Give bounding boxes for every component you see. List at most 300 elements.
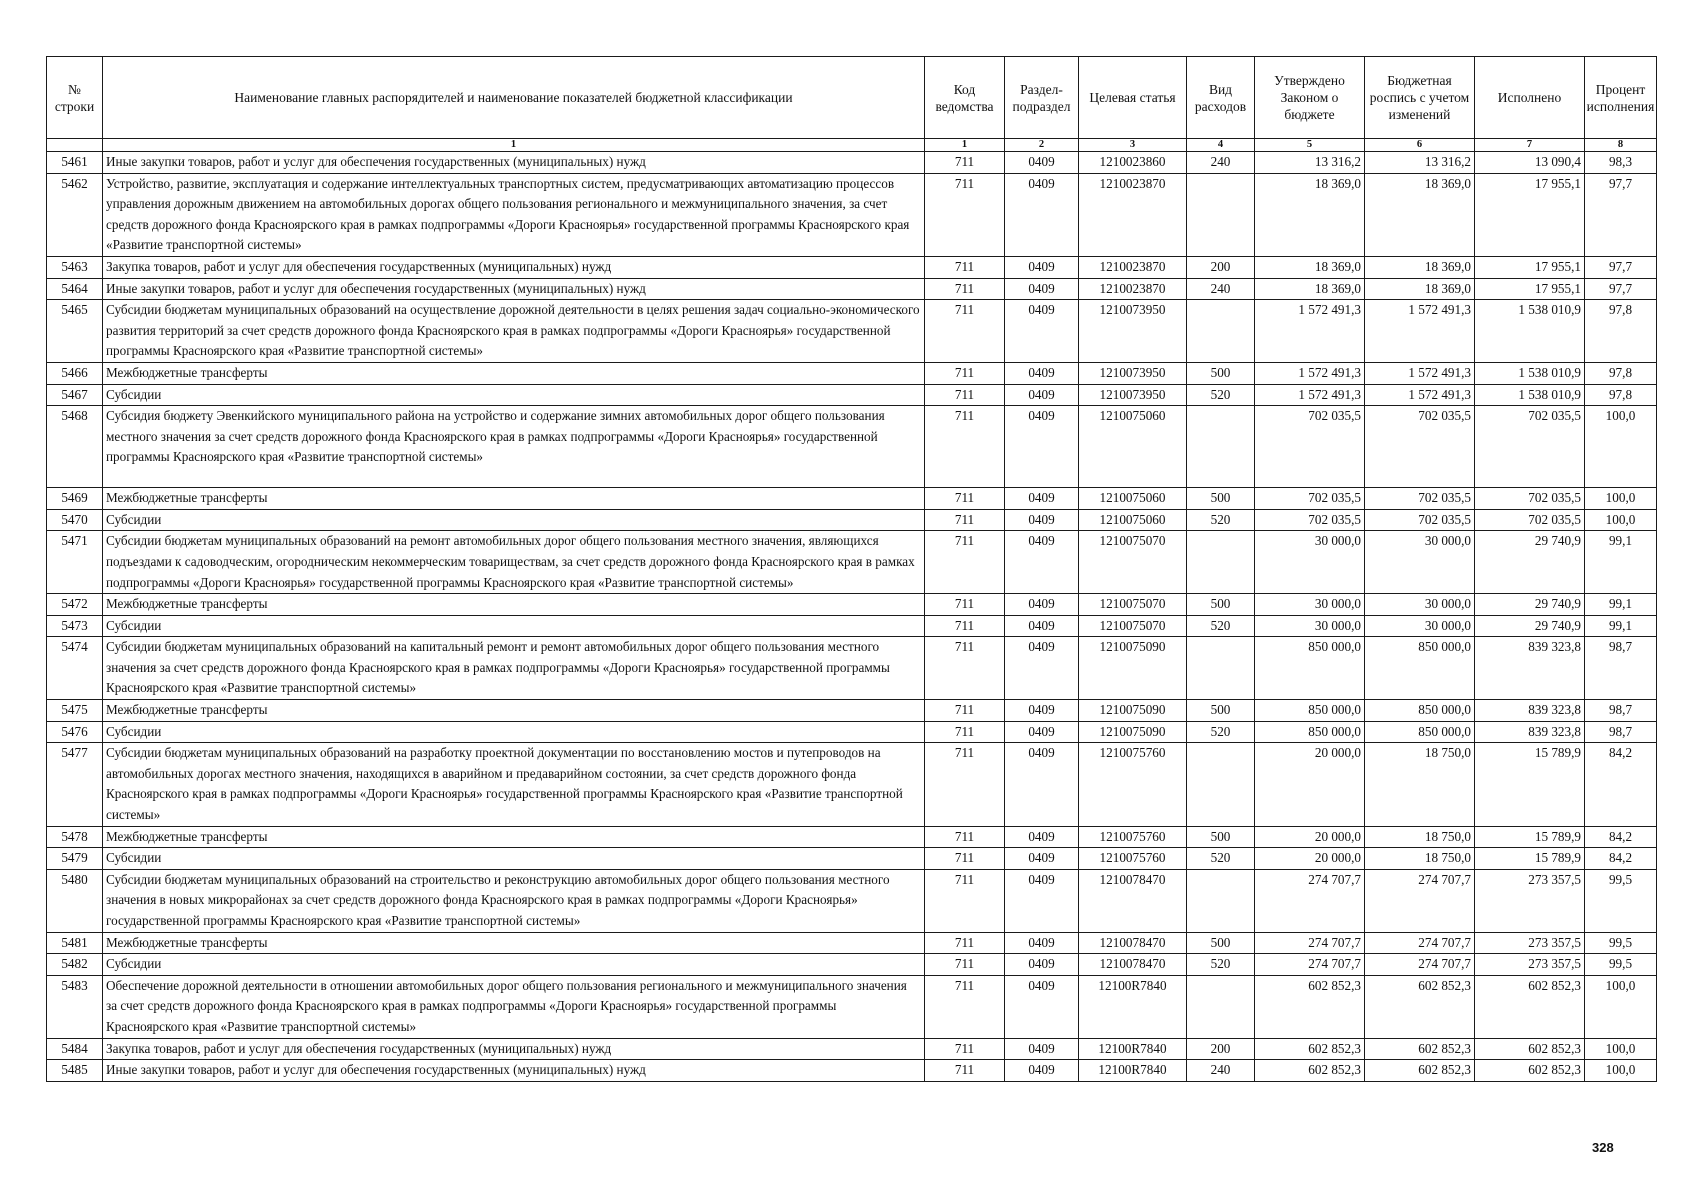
table-row xyxy=(47,932,1657,954)
row-name-cell: Субсидии xyxy=(103,384,925,406)
dept-code-cell: 711 xyxy=(925,869,1005,932)
percent-cell: 97,7 xyxy=(1585,256,1657,278)
row-number-cell: 5476 xyxy=(47,721,103,743)
executed-cell: 702 035,5 xyxy=(1475,509,1585,531)
row-name-cell: Субсидии xyxy=(103,848,925,870)
target-cell: 12100R7840 xyxy=(1079,1038,1187,1060)
section-cell: 0409 xyxy=(1005,1060,1079,1082)
header-expense-type: Вид расходов xyxy=(1187,57,1255,139)
executed-cell: 273 357,5 xyxy=(1475,954,1585,976)
row-number-cell: 5481 xyxy=(47,932,103,954)
section-cell: 0409 xyxy=(1005,848,1079,870)
budget-list-cell: 18 369,0 xyxy=(1365,278,1475,300)
target-cell: 1210023860 xyxy=(1079,152,1187,174)
percent-cell: 84,2 xyxy=(1585,848,1657,870)
expense-type-cell: 240 xyxy=(1187,1060,1255,1082)
executed-cell: 29 740,9 xyxy=(1475,531,1585,594)
target-cell: 1210073950 xyxy=(1079,384,1187,406)
percent-cell: 98,7 xyxy=(1585,721,1657,743)
row-number-cell: 5477 xyxy=(47,743,103,826)
row-name-cell: Субсидии бюджетам муниципальных образований на разработку проектной документации по восстановлению мостов и путепроводов на автомобильных дорогах местного значения, находящихся в аварийном и предаварийном состоянии, за счет средств дорожного фонда Красноярского края в рамках подпрограммы «Дороги Красноярья» государственной программы Красноярского края «Развитие транспортной системы» xyxy=(103,743,925,826)
section-cell: 0409 xyxy=(1005,362,1079,384)
percent-cell: 98,7 xyxy=(1585,637,1657,700)
header-name: Наименование главных распорядителей и наименование показателей бюджетной классификации xyxy=(103,57,925,139)
row-name-cell: Обеспечение дорожной деятельности в отношении автомобильных дорог общего пользования регионального и межмуниципального значения за счет средств дорожного фонда Красноярского края в рамках подпрограммы «Дороги Красноярья» государственной программы Красноярского края «Развитие транспортной системы» xyxy=(103,975,925,1038)
section-cell: 0409 xyxy=(1005,1038,1079,1060)
budget-list-cell: 1 572 491,3 xyxy=(1365,384,1475,406)
dept-code-cell: 711 xyxy=(925,1038,1005,1060)
row-name-cell: Закупка товаров, работ и услуг для обеспечения государственных (муниципальных) нужд xyxy=(103,1038,925,1060)
table-row xyxy=(47,615,1657,637)
approved-cell: 30 000,0 xyxy=(1255,531,1365,594)
budget-list-cell: 602 852,3 xyxy=(1365,975,1475,1038)
row-number-cell: 5470 xyxy=(47,509,103,531)
row-name-cell: Межбюджетные трансферты xyxy=(103,826,925,848)
dept-code-cell: 711 xyxy=(925,300,1005,363)
row-number-cell: 5478 xyxy=(47,826,103,848)
budget-list-cell: 602 852,3 xyxy=(1365,1060,1475,1082)
approved-cell: 702 035,5 xyxy=(1255,509,1365,531)
approved-cell: 702 035,5 xyxy=(1255,406,1365,488)
expense-type-cell: 520 xyxy=(1187,721,1255,743)
header-budget-list: Бюджетная роспись с учетом изменений xyxy=(1365,57,1475,139)
row-number-cell: 5464 xyxy=(47,278,103,300)
row-number-cell: 5469 xyxy=(47,488,103,510)
dept-code-cell: 711 xyxy=(925,594,1005,616)
header-section: Раздел-подраздел xyxy=(1005,57,1079,139)
row-name-cell: Межбюджетные трансферты xyxy=(103,700,925,722)
row-number-cell: 5474 xyxy=(47,637,103,700)
row-number-cell: 5461 xyxy=(47,152,103,174)
dept-code-cell: 711 xyxy=(925,615,1005,637)
budget-list-cell: 1 572 491,3 xyxy=(1365,362,1475,384)
row-name-cell: Иные закупки товаров, работ и услуг для обеспечения государственных (муниципальных) нужд xyxy=(103,1060,925,1082)
expense-type-cell: 520 xyxy=(1187,384,1255,406)
budget-list-cell: 850 000,0 xyxy=(1365,637,1475,700)
executed-cell: 13 090,4 xyxy=(1475,152,1585,174)
dept-code-cell: 711 xyxy=(925,826,1005,848)
executed-cell: 17 955,1 xyxy=(1475,278,1585,300)
approved-cell: 1 572 491,3 xyxy=(1255,362,1365,384)
table-row xyxy=(47,743,1657,826)
percent-cell: 99,1 xyxy=(1585,615,1657,637)
expense-type-cell: 500 xyxy=(1187,932,1255,954)
executed-cell: 702 035,5 xyxy=(1475,406,1585,488)
dept-code-cell: 711 xyxy=(925,954,1005,976)
section-cell: 0409 xyxy=(1005,594,1079,616)
table-row xyxy=(47,152,1657,174)
dept-code-cell: 711 xyxy=(925,152,1005,174)
column-number: 2 xyxy=(1005,139,1079,152)
percent-cell: 99,5 xyxy=(1585,932,1657,954)
column-number xyxy=(47,139,103,152)
dept-code-cell: 711 xyxy=(925,743,1005,826)
row-name-cell: Субсидии бюджетам муниципальных образований на строительство и реконструкцию автомобильных дорог общего пользования местного значения в новых микрорайонах за счет средств дорожного фонда Красноярского края в рамках подпрограммы «Дороги Красноярья» государственной программы Красноярского края «Развитие транспортной системы» xyxy=(103,869,925,932)
table-row xyxy=(47,975,1657,1038)
target-cell: 1210075090 xyxy=(1079,700,1187,722)
expense-type-cell xyxy=(1187,406,1255,488)
table-row xyxy=(47,594,1657,616)
budget-list-cell: 850 000,0 xyxy=(1365,700,1475,722)
executed-cell: 839 323,8 xyxy=(1475,700,1585,722)
table-row xyxy=(47,826,1657,848)
row-number-cell: 5482 xyxy=(47,954,103,976)
executed-cell: 602 852,3 xyxy=(1475,1060,1585,1082)
dept-code-cell: 711 xyxy=(925,362,1005,384)
percent-cell: 100,0 xyxy=(1585,1038,1657,1060)
page-number: 328 xyxy=(1592,1140,1614,1155)
target-cell: 1210075070 xyxy=(1079,531,1187,594)
approved-cell: 20 000,0 xyxy=(1255,826,1365,848)
row-number-cell: 5468 xyxy=(47,406,103,488)
approved-cell: 602 852,3 xyxy=(1255,1060,1365,1082)
dept-code-cell: 711 xyxy=(925,848,1005,870)
expense-type-cell: 500 xyxy=(1187,488,1255,510)
expense-type-cell: 520 xyxy=(1187,848,1255,870)
budget-list-cell: 1 572 491,3 xyxy=(1365,300,1475,363)
section-cell: 0409 xyxy=(1005,954,1079,976)
executed-cell: 839 323,8 xyxy=(1475,637,1585,700)
executed-cell: 273 357,5 xyxy=(1475,932,1585,954)
row-number-cell: 5485 xyxy=(47,1060,103,1082)
expense-type-cell: 520 xyxy=(1187,509,1255,531)
target-cell: 1210078470 xyxy=(1079,869,1187,932)
approved-cell: 1 572 491,3 xyxy=(1255,300,1365,363)
row-number-cell: 5475 xyxy=(47,700,103,722)
budget-list-cell: 274 707,7 xyxy=(1365,932,1475,954)
column-number: 5 xyxy=(1255,139,1365,152)
expense-type-cell: 200 xyxy=(1187,1038,1255,1060)
budget-table xyxy=(46,56,1657,1082)
section-cell: 0409 xyxy=(1005,509,1079,531)
expense-type-cell xyxy=(1187,173,1255,256)
table-row xyxy=(47,406,1657,488)
row-name-cell: Субсидии бюджетам муниципальных образований на капитальный ремонт и ремонт автомобильных дорог общего пользования местного значения за счет средств дорожного фонда Красноярского края в рамках подпрограммы «Дороги Красноярья» государственной программы Красноярского края «Развитие транспортной системы» xyxy=(103,637,925,700)
dept-code-cell: 711 xyxy=(925,1060,1005,1082)
approved-cell: 18 369,0 xyxy=(1255,173,1365,256)
approved-cell: 850 000,0 xyxy=(1255,637,1365,700)
budget-list-cell: 602 852,3 xyxy=(1365,1038,1475,1060)
row-number-cell: 5467 xyxy=(47,384,103,406)
section-cell: 0409 xyxy=(1005,256,1079,278)
executed-cell: 17 955,1 xyxy=(1475,256,1585,278)
approved-cell: 274 707,7 xyxy=(1255,869,1365,932)
column-number: 4 xyxy=(1187,139,1255,152)
row-name-cell: Субсидии xyxy=(103,954,925,976)
section-cell: 0409 xyxy=(1005,152,1079,174)
row-number-cell: 5483 xyxy=(47,975,103,1038)
row-name-cell: Межбюджетные трансферты xyxy=(103,594,925,616)
row-number-cell: 5463 xyxy=(47,256,103,278)
row-number-cell: 5466 xyxy=(47,362,103,384)
table-row xyxy=(47,173,1657,256)
target-cell: 1210075060 xyxy=(1079,488,1187,510)
budget-list-cell: 30 000,0 xyxy=(1365,615,1475,637)
table-row xyxy=(47,869,1657,932)
section-cell: 0409 xyxy=(1005,721,1079,743)
table-row xyxy=(47,531,1657,594)
table-row xyxy=(47,721,1657,743)
percent-cell: 99,1 xyxy=(1585,594,1657,616)
section-cell: 0409 xyxy=(1005,173,1079,256)
dept-code-cell: 711 xyxy=(925,932,1005,954)
dept-code-cell: 711 xyxy=(925,488,1005,510)
table-row xyxy=(47,300,1657,363)
expense-type-cell xyxy=(1187,300,1255,363)
header-executed: Исполнено xyxy=(1475,57,1585,139)
table-body xyxy=(47,152,1657,1082)
executed-cell: 702 035,5 xyxy=(1475,488,1585,510)
section-cell: 0409 xyxy=(1005,700,1079,722)
approved-cell: 1 572 491,3 xyxy=(1255,384,1365,406)
budget-list-cell: 18 750,0 xyxy=(1365,826,1475,848)
approved-cell: 30 000,0 xyxy=(1255,615,1365,637)
budget-list-cell: 702 035,5 xyxy=(1365,509,1475,531)
approved-cell: 20 000,0 xyxy=(1255,848,1365,870)
percent-cell: 97,8 xyxy=(1585,300,1657,363)
approved-cell: 18 369,0 xyxy=(1255,278,1365,300)
percent-cell: 99,5 xyxy=(1585,869,1657,932)
budget-list-cell: 274 707,7 xyxy=(1365,869,1475,932)
section-cell: 0409 xyxy=(1005,384,1079,406)
percent-cell: 84,2 xyxy=(1585,826,1657,848)
table-row xyxy=(47,1060,1657,1082)
executed-cell: 29 740,9 xyxy=(1475,615,1585,637)
row-number-cell: 5472 xyxy=(47,594,103,616)
percent-cell: 100,0 xyxy=(1585,406,1657,488)
row-name-cell: Межбюджетные трансферты xyxy=(103,932,925,954)
table-row xyxy=(47,1038,1657,1060)
percent-cell: 97,8 xyxy=(1585,362,1657,384)
section-cell: 0409 xyxy=(1005,615,1079,637)
target-cell: 12100R7840 xyxy=(1079,1060,1187,1082)
approved-cell: 274 707,7 xyxy=(1255,932,1365,954)
target-cell: 1210023870 xyxy=(1079,256,1187,278)
row-name-cell: Устройство, развитие, эксплуатация и содержание интеллектуальных транспортных систем, предусматривающих автоматизацию процессов управления дорожным движением на автомобильных дорогах общего пользования регионального и межмуниципального значения, за счет средств дорожного фонда Красноярского края в рамках подпрограммы «Дороги Красноярья» государственной программы Красноярского края «Развитие транспортной системы» xyxy=(103,173,925,256)
row-name-cell: Субсидии бюджетам муниципальных образований на осуществление дорожной деятельности в целях решения задач социально-экономического развития территорий за счет средств дорожного фонда Красноярского края в рамках подпрограммы «Дороги Красноярья» государственной программы Красноярского края «Развитие транспортной системы» xyxy=(103,300,925,363)
budget-list-cell: 13 316,2 xyxy=(1365,152,1475,174)
section-cell: 0409 xyxy=(1005,406,1079,488)
expense-type-cell: 500 xyxy=(1187,362,1255,384)
section-cell: 0409 xyxy=(1005,637,1079,700)
target-cell: 1210075090 xyxy=(1079,721,1187,743)
executed-cell: 15 789,9 xyxy=(1475,848,1585,870)
column-number-row xyxy=(47,139,1657,152)
approved-cell: 20 000,0 xyxy=(1255,743,1365,826)
budget-list-cell: 18 750,0 xyxy=(1365,743,1475,826)
row-number-cell: 5473 xyxy=(47,615,103,637)
column-number: 6 xyxy=(1365,139,1475,152)
expense-type-cell: 500 xyxy=(1187,700,1255,722)
approved-cell: 30 000,0 xyxy=(1255,594,1365,616)
target-cell: 1210023870 xyxy=(1079,173,1187,256)
target-cell: 1210075760 xyxy=(1079,826,1187,848)
section-cell: 0409 xyxy=(1005,975,1079,1038)
target-cell: 12100R7840 xyxy=(1079,975,1187,1038)
column-number: 1 xyxy=(925,139,1005,152)
target-cell: 1210023870 xyxy=(1079,278,1187,300)
budget-list-cell: 702 035,5 xyxy=(1365,406,1475,488)
target-cell: 1210075760 xyxy=(1079,848,1187,870)
column-number: 3 xyxy=(1079,139,1187,152)
section-cell: 0409 xyxy=(1005,488,1079,510)
row-name-cell: Субсидии бюджетам муниципальных образований на ремонт автомобильных дорог общего пользования местного значения, являющихся подъездами к садоводческим, огородническим некоммерческим товариществам, за счет средств дорожного фонда Красноярского края в рамках подпрограммы «Дороги Красноярья» государственной программы Красноярского края «Развитие транспортной системы» xyxy=(103,531,925,594)
dept-code-cell: 711 xyxy=(925,531,1005,594)
percent-cell: 98,3 xyxy=(1585,152,1657,174)
table-row xyxy=(47,488,1657,510)
expense-type-cell: 240 xyxy=(1187,152,1255,174)
executed-cell: 602 852,3 xyxy=(1475,1038,1585,1060)
table-row xyxy=(47,509,1657,531)
target-cell: 1210073950 xyxy=(1079,300,1187,363)
budget-list-cell: 30 000,0 xyxy=(1365,594,1475,616)
percent-cell: 100,0 xyxy=(1585,509,1657,531)
expense-type-cell xyxy=(1187,869,1255,932)
approved-cell: 18 369,0 xyxy=(1255,256,1365,278)
percent-cell: 99,5 xyxy=(1585,954,1657,976)
dept-code-cell: 711 xyxy=(925,700,1005,722)
dept-code-cell: 711 xyxy=(925,256,1005,278)
target-cell: 1210073950 xyxy=(1079,362,1187,384)
executed-cell: 273 357,5 xyxy=(1475,869,1585,932)
row-name-cell: Субсидия бюджету Эвенкийского муниципального района на устройство и содержание зимних автомобильных дорог общего пользования местного значения за счет средств дорожного фонда Красноярского края в рамках подпрограммы «Дороги Красноярья» государственной программы Красноярского края «Развитие транспортной системы» xyxy=(103,406,925,488)
table-row xyxy=(47,637,1657,700)
header-target: Целевая статья xyxy=(1079,57,1187,139)
target-cell: 1210078470 xyxy=(1079,954,1187,976)
header-percent: Процент исполнения xyxy=(1585,57,1657,139)
dept-code-cell: 711 xyxy=(925,406,1005,488)
row-number-cell: 5484 xyxy=(47,1038,103,1060)
dept-code-cell: 711 xyxy=(925,721,1005,743)
target-cell: 1210075090 xyxy=(1079,637,1187,700)
approved-cell: 850 000,0 xyxy=(1255,700,1365,722)
header-approved: Утверждено Законом о бюджете xyxy=(1255,57,1365,139)
row-name-cell: Межбюджетные трансферты xyxy=(103,362,925,384)
budget-list-cell: 702 035,5 xyxy=(1365,488,1475,510)
row-name-cell: Субсидии xyxy=(103,509,925,531)
budget-list-cell: 18 750,0 xyxy=(1365,848,1475,870)
table-row xyxy=(47,362,1657,384)
expense-type-cell: 520 xyxy=(1187,954,1255,976)
approved-cell: 850 000,0 xyxy=(1255,721,1365,743)
executed-cell: 29 740,9 xyxy=(1475,594,1585,616)
dept-code-cell: 711 xyxy=(925,509,1005,531)
percent-cell: 100,0 xyxy=(1585,1060,1657,1082)
table-row xyxy=(47,384,1657,406)
target-cell: 1210075760 xyxy=(1079,743,1187,826)
percent-cell: 97,7 xyxy=(1585,173,1657,256)
budget-list-cell: 30 000,0 xyxy=(1365,531,1475,594)
percent-cell: 98,7 xyxy=(1585,700,1657,722)
approved-cell: 13 316,2 xyxy=(1255,152,1365,174)
target-cell: 1210075070 xyxy=(1079,594,1187,616)
row-number-cell: 5462 xyxy=(47,173,103,256)
row-number-cell: 5480 xyxy=(47,869,103,932)
table-row xyxy=(47,954,1657,976)
expense-type-cell xyxy=(1187,637,1255,700)
target-cell: 1210075060 xyxy=(1079,509,1187,531)
row-name-cell: Иные закупки товаров, работ и услуг для обеспечения государственных (муниципальных) нужд xyxy=(103,152,925,174)
target-cell: 1210075070 xyxy=(1079,615,1187,637)
approved-cell: 602 852,3 xyxy=(1255,1038,1365,1060)
dept-code-cell: 711 xyxy=(925,384,1005,406)
dept-code-cell: 711 xyxy=(925,173,1005,256)
column-number: 8 xyxy=(1585,139,1657,152)
budget-list-cell: 850 000,0 xyxy=(1365,721,1475,743)
row-number-cell: 5471 xyxy=(47,531,103,594)
section-cell: 0409 xyxy=(1005,278,1079,300)
executed-cell: 15 789,9 xyxy=(1475,826,1585,848)
target-cell: 1210078470 xyxy=(1079,932,1187,954)
executed-cell: 602 852,3 xyxy=(1475,975,1585,1038)
target-cell: 1210075060 xyxy=(1079,406,1187,488)
percent-cell: 97,8 xyxy=(1585,384,1657,406)
header-row-no: № строки xyxy=(47,57,103,139)
budget-list-cell: 274 707,7 xyxy=(1365,954,1475,976)
row-name-cell: Закупка товаров, работ и услуг для обеспечения государственных (муниципальных) нужд xyxy=(103,256,925,278)
expense-type-cell: 240 xyxy=(1187,278,1255,300)
row-name-cell: Субсидии xyxy=(103,615,925,637)
table-row xyxy=(47,256,1657,278)
column-number: 1 xyxy=(103,139,925,152)
section-cell: 0409 xyxy=(1005,531,1079,594)
header-dept-code: Код ведомства xyxy=(925,57,1005,139)
dept-code-cell: 711 xyxy=(925,975,1005,1038)
expense-type-cell: 500 xyxy=(1187,594,1255,616)
executed-cell: 15 789,9 xyxy=(1475,743,1585,826)
table-row xyxy=(47,700,1657,722)
section-cell: 0409 xyxy=(1005,932,1079,954)
expense-type-cell xyxy=(1187,531,1255,594)
header-row xyxy=(47,57,1657,139)
dept-code-cell: 711 xyxy=(925,278,1005,300)
percent-cell: 100,0 xyxy=(1585,488,1657,510)
percent-cell: 97,7 xyxy=(1585,278,1657,300)
expense-type-cell xyxy=(1187,975,1255,1038)
executed-cell: 1 538 010,9 xyxy=(1475,384,1585,406)
executed-cell: 1 538 010,9 xyxy=(1475,362,1585,384)
percent-cell: 84,2 xyxy=(1585,743,1657,826)
row-name-cell: Иные закупки товаров, работ и услуг для обеспечения государственных (муниципальных) нужд xyxy=(103,278,925,300)
approved-cell: 702 035,5 xyxy=(1255,488,1365,510)
approved-cell: 602 852,3 xyxy=(1255,975,1365,1038)
budget-list-cell: 18 369,0 xyxy=(1365,173,1475,256)
table-row xyxy=(47,848,1657,870)
executed-cell: 17 955,1 xyxy=(1475,173,1585,256)
column-number: 7 xyxy=(1475,139,1585,152)
expense-type-cell: 200 xyxy=(1187,256,1255,278)
section-cell: 0409 xyxy=(1005,300,1079,363)
section-cell: 0409 xyxy=(1005,826,1079,848)
table-row xyxy=(47,278,1657,300)
row-name-cell: Субсидии xyxy=(103,721,925,743)
percent-cell: 100,0 xyxy=(1585,975,1657,1038)
executed-cell: 1 538 010,9 xyxy=(1475,300,1585,363)
row-number-cell: 5479 xyxy=(47,848,103,870)
approved-cell: 274 707,7 xyxy=(1255,954,1365,976)
section-cell: 0409 xyxy=(1005,743,1079,826)
dept-code-cell: 711 xyxy=(925,637,1005,700)
expense-type-cell: 500 xyxy=(1187,826,1255,848)
expense-type-cell xyxy=(1187,743,1255,826)
percent-cell: 99,1 xyxy=(1585,531,1657,594)
row-number-cell: 5465 xyxy=(47,300,103,363)
executed-cell: 839 323,8 xyxy=(1475,721,1585,743)
row-name-cell: Межбюджетные трансферты xyxy=(103,488,925,510)
section-cell: 0409 xyxy=(1005,869,1079,932)
budget-list-cell: 18 369,0 xyxy=(1365,256,1475,278)
expense-type-cell: 520 xyxy=(1187,615,1255,637)
